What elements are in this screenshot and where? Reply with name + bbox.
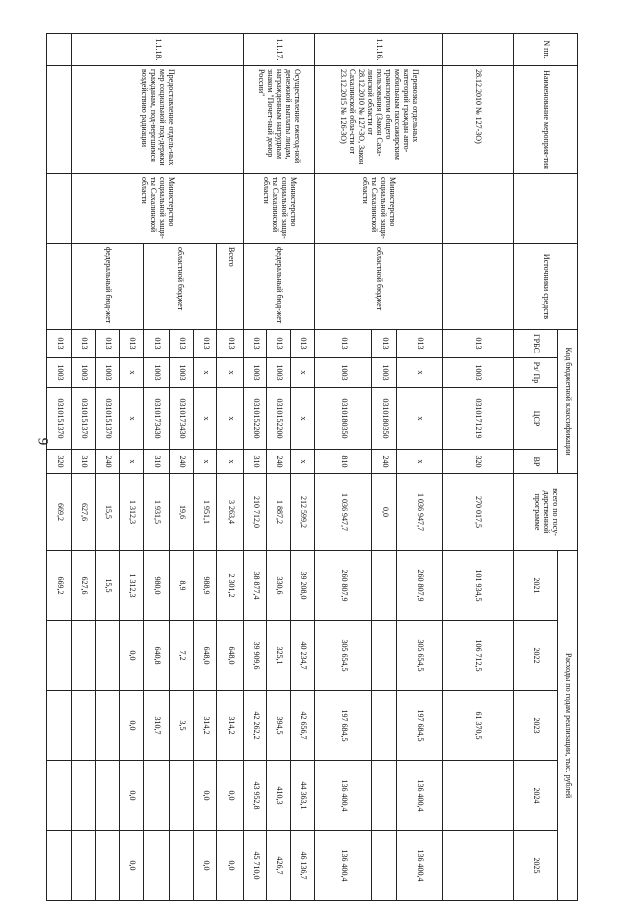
header-row <box>558 34 578 901</box>
csr-code: 0310173430 <box>169 388 193 450</box>
year-value: 136 400,4 <box>397 831 442 901</box>
header-year: 2022 <box>514 621 558 691</box>
grbs-code: 013 <box>119 330 143 358</box>
total-value: 627,6 <box>72 474 96 551</box>
year-value: 314,2 <box>217 691 243 761</box>
vr-code: 310 <box>143 450 169 474</box>
year-value: 410,3 <box>267 761 291 831</box>
executor: Министерство социальной защи-ты Сахалинской области <box>72 174 243 244</box>
header-csr: ЦСР <box>514 388 558 450</box>
vr-code: x <box>193 450 217 474</box>
year-value: 45 710,0 <box>243 831 267 901</box>
year-value: 2 301,2 <box>217 551 243 621</box>
year-value <box>72 831 96 901</box>
row-number: 1.1.16. <box>315 34 442 66</box>
total-value: 3 263,4 <box>217 474 243 551</box>
total-value: 1 931,5 <box>143 474 169 551</box>
csr-code: 0310173430 <box>143 388 169 450</box>
vr-code: 240 <box>169 450 193 474</box>
executor: Министерство социальной защи-ты Сахалинской области <box>243 174 314 244</box>
funding-source: областной бюджет <box>143 244 217 330</box>
grbs-code: 013 <box>315 330 372 358</box>
csr-code: x <box>291 388 315 450</box>
page-number: 9 <box>34 437 51 446</box>
year-value: 260 807,9 <box>315 551 372 621</box>
csr-code: 0310180350 <box>315 388 372 450</box>
rzpr-code: 1003 <box>95 358 119 388</box>
table-row <box>217 34 243 901</box>
year-value: 197 684,5 <box>315 691 372 761</box>
grbs-code: 013 <box>267 330 291 358</box>
grbs-code: 013 <box>169 330 193 358</box>
year-value: 648,0 <box>193 621 217 691</box>
year-value: 0,0 <box>119 761 143 831</box>
csr-code: 0310171219 <box>442 388 513 450</box>
year-value: 330,6 <box>267 551 291 621</box>
year-value <box>95 621 119 691</box>
executor <box>442 174 513 244</box>
year-value: 0,0 <box>217 831 243 901</box>
year-value: 426,7 <box>267 831 291 901</box>
rzpr-code: 1003 <box>47 358 72 388</box>
year-value: 42 262,2 <box>243 691 267 761</box>
vr-code: 240 <box>372 450 397 474</box>
vr-code: x <box>119 450 143 474</box>
year-value: 305 654,5 <box>315 621 372 691</box>
header-grbs: ГРБС <box>514 330 558 358</box>
vr-code: 810 <box>315 450 372 474</box>
grbs-code: 013 <box>372 330 397 358</box>
table-body <box>47 34 514 901</box>
year-value: 0,0 <box>193 761 217 831</box>
total-value: 1 036 947,7 <box>397 474 442 551</box>
year-value: 0,0 <box>119 831 143 901</box>
year-value <box>372 761 397 831</box>
year-value: 0,0 <box>217 761 243 831</box>
rzpr-code: x <box>119 358 143 388</box>
year-value: 46 136,7 <box>291 831 315 901</box>
year-value <box>169 761 193 831</box>
table-row <box>291 34 315 901</box>
rzpr-code: x <box>217 358 243 388</box>
csr-code: 0310152200 <box>267 388 291 450</box>
rzpr-code: x <box>193 358 217 388</box>
total-value: 1 887,2 <box>267 474 291 551</box>
table-row <box>397 34 442 901</box>
rzpr-code: 1003 <box>72 358 96 388</box>
year-value: 106 712,5 <box>442 621 513 691</box>
grbs-code: 013 <box>442 330 513 358</box>
total-value: 270 017,5 <box>442 474 513 551</box>
rzpr-code: x <box>291 358 315 388</box>
rotated-page <box>46 33 578 900</box>
year-value <box>47 831 72 901</box>
total-value: 1 036 947,7 <box>315 474 372 551</box>
row-number: 1.1.17. <box>243 34 314 66</box>
year-value: 669,2 <box>47 551 72 621</box>
year-value: 325,1 <box>267 621 291 691</box>
event-name: Осуществление ежегод-ной денежной выплаты лицам, награжденным нагрудным знаком "Почет-ный донор России" <box>243 66 314 174</box>
rzpr-code: 1003 <box>169 358 193 388</box>
csr-code: 0310152200 <box>243 388 267 450</box>
total-value: 1 312,3 <box>119 474 143 551</box>
grbs-code: 013 <box>291 330 315 358</box>
total-value: 210 712,0 <box>243 474 267 551</box>
year-value: 101 934,5 <box>442 551 513 621</box>
year-value <box>372 621 397 691</box>
grbs-code: 013 <box>217 330 243 358</box>
year-value: 136 400,4 <box>315 761 372 831</box>
grbs-code: 013 <box>47 330 72 358</box>
year-value <box>372 691 397 761</box>
year-value: 988,9 <box>193 551 217 621</box>
year-value <box>72 621 96 691</box>
year-value: 197 684,5 <box>397 691 442 761</box>
year-value <box>72 761 96 831</box>
year-value: 39 909,6 <box>243 621 267 691</box>
year-value <box>372 551 397 621</box>
year-value <box>95 831 119 901</box>
year-value: 136 400,4 <box>315 831 372 901</box>
rzpr-code: 1003 <box>315 358 372 388</box>
year-value: 8,9 <box>169 551 193 621</box>
funding-source <box>442 244 513 330</box>
year-value <box>442 831 513 901</box>
year-value: 61 370,5 <box>442 691 513 761</box>
header-years-group: Расходы по годам реализации, тыс. рублей <box>558 551 578 901</box>
event-name: Перевозка отдельных категорий граждан авто-мобильным пассажирским транспортом общего пользования (Закон Саха-линской области от 28.12.2010 № 127-ЗО, Закон Сахалинской обла-сти от 23.12.2015 № 126-ЗО) <box>315 66 442 174</box>
year-value <box>442 761 513 831</box>
csr-code: 0310151370 <box>72 388 96 450</box>
rzpr-code: 1003 <box>267 358 291 388</box>
header-year: 2021 <box>514 551 558 621</box>
csr-code: x <box>397 388 442 450</box>
vr-code: 320 <box>442 450 513 474</box>
table-header <box>514 34 578 901</box>
year-value <box>143 831 169 901</box>
total-value: 1 951,1 <box>193 474 217 551</box>
vr-code: 310 <box>72 450 96 474</box>
vr-code: x <box>217 450 243 474</box>
total-value: 19,6 <box>169 474 193 551</box>
year-value: 627,6 <box>72 551 96 621</box>
total-value: 669,2 <box>47 474 72 551</box>
year-value <box>47 691 72 761</box>
event-name: 28.12.2010 № 127-ЗО) <box>442 66 513 174</box>
year-value: 648,0 <box>217 621 243 691</box>
year-value: 1 312,3 <box>119 551 143 621</box>
funding-source: федеральный бюд-жет <box>243 244 314 330</box>
year-value: 0,0 <box>119 691 143 761</box>
vr-code: x <box>291 450 315 474</box>
header-executor <box>514 174 578 244</box>
table-row <box>47 34 72 901</box>
grbs-code: 013 <box>193 330 217 358</box>
header-funding-source: Источники средств <box>514 244 578 330</box>
year-value: 44 363,1 <box>291 761 315 831</box>
year-value <box>47 761 72 831</box>
funding-source: федеральный бюд-жет <box>72 244 143 330</box>
grbs-code: 013 <box>397 330 442 358</box>
grbs-code: 013 <box>95 330 119 358</box>
vr-code: 310 <box>243 450 267 474</box>
header-event-name: Наименование мероприя-тия <box>514 66 578 174</box>
rzpr-code: 1003 <box>442 358 513 388</box>
year-value <box>372 831 397 901</box>
funding-source: Всего <box>217 244 243 330</box>
year-value <box>143 761 169 831</box>
header-year: 2023 <box>514 691 558 761</box>
year-value: 394,5 <box>267 691 291 761</box>
rzpr-code: 1003 <box>143 358 169 388</box>
year-value <box>47 621 72 691</box>
year-value: 7,2 <box>169 621 193 691</box>
year-value: 0,0 <box>119 621 143 691</box>
year-value: 0,0 <box>193 831 217 901</box>
header-year: 2025 <box>514 831 558 901</box>
year-value: 40 234,7 <box>291 621 315 691</box>
year-value: 260 807,9 <box>397 551 442 621</box>
csr-code: 0310151370 <box>95 388 119 450</box>
row-number <box>47 34 72 66</box>
year-value: 43 952,8 <box>243 761 267 831</box>
funding-source <box>47 244 72 330</box>
executor: Министерство социальной защи-ты Сахалинской области <box>315 174 442 244</box>
year-value: 310,7 <box>143 691 169 761</box>
vr-code: 240 <box>95 450 119 474</box>
header-rzpr: Рз/ Пр <box>514 358 558 388</box>
csr-code: x <box>193 388 217 450</box>
year-value <box>95 691 119 761</box>
csr-code: 0310151370 <box>47 388 72 450</box>
vr-code: 240 <box>267 450 291 474</box>
year-value <box>95 761 119 831</box>
table-row <box>442 34 513 901</box>
vr-code: x <box>397 450 442 474</box>
csr-code: 0310180350 <box>372 388 397 450</box>
year-value: 640,8 <box>143 621 169 691</box>
year-value <box>72 691 96 761</box>
event-name <box>47 66 72 174</box>
budget-table <box>46 33 578 901</box>
year-value: 3,5 <box>169 691 193 761</box>
header-vr: ВР <box>514 450 558 474</box>
year-value: 980,0 <box>143 551 169 621</box>
year-value: 305 654,5 <box>397 621 442 691</box>
year-value: 42 656,7 <box>291 691 315 761</box>
header-total: всего по госу-дарственной программе <box>514 474 578 551</box>
row-number <box>442 34 513 66</box>
header-budget-code-group: Код бюджетной классификации <box>558 330 578 474</box>
event-name: Предоставление отдель-ных мер социальной под-держки гражданам, под-вергшимся воздействию радиации <box>72 66 243 174</box>
vr-code: 320 <box>47 450 72 474</box>
year-value <box>169 831 193 901</box>
header-number: N пп. <box>514 34 578 66</box>
funding-source: областной бюджет <box>315 244 442 330</box>
total-value: 15,5 <box>95 474 119 551</box>
grbs-code: 013 <box>243 330 267 358</box>
rzpr-code: x <box>397 358 442 388</box>
total-value: 0,0 <box>372 474 397 551</box>
year-value: 39 208,0 <box>291 551 315 621</box>
rzpr-code: 1003 <box>372 358 397 388</box>
year-value: 314,2 <box>193 691 217 761</box>
year-value: 38 877,4 <box>243 551 267 621</box>
csr-code: x <box>119 388 143 450</box>
grbs-code: 013 <box>72 330 96 358</box>
year-value: 15,5 <box>95 551 119 621</box>
total-value: 212 599,2 <box>291 474 315 551</box>
grbs-code: 013 <box>143 330 169 358</box>
row-number: 1.1.18. <box>72 34 243 66</box>
rzpr-code: 1003 <box>243 358 267 388</box>
header-year: 2024 <box>514 761 558 831</box>
csr-code: x <box>217 388 243 450</box>
executor <box>47 174 72 244</box>
year-value: 136 400,4 <box>397 761 442 831</box>
